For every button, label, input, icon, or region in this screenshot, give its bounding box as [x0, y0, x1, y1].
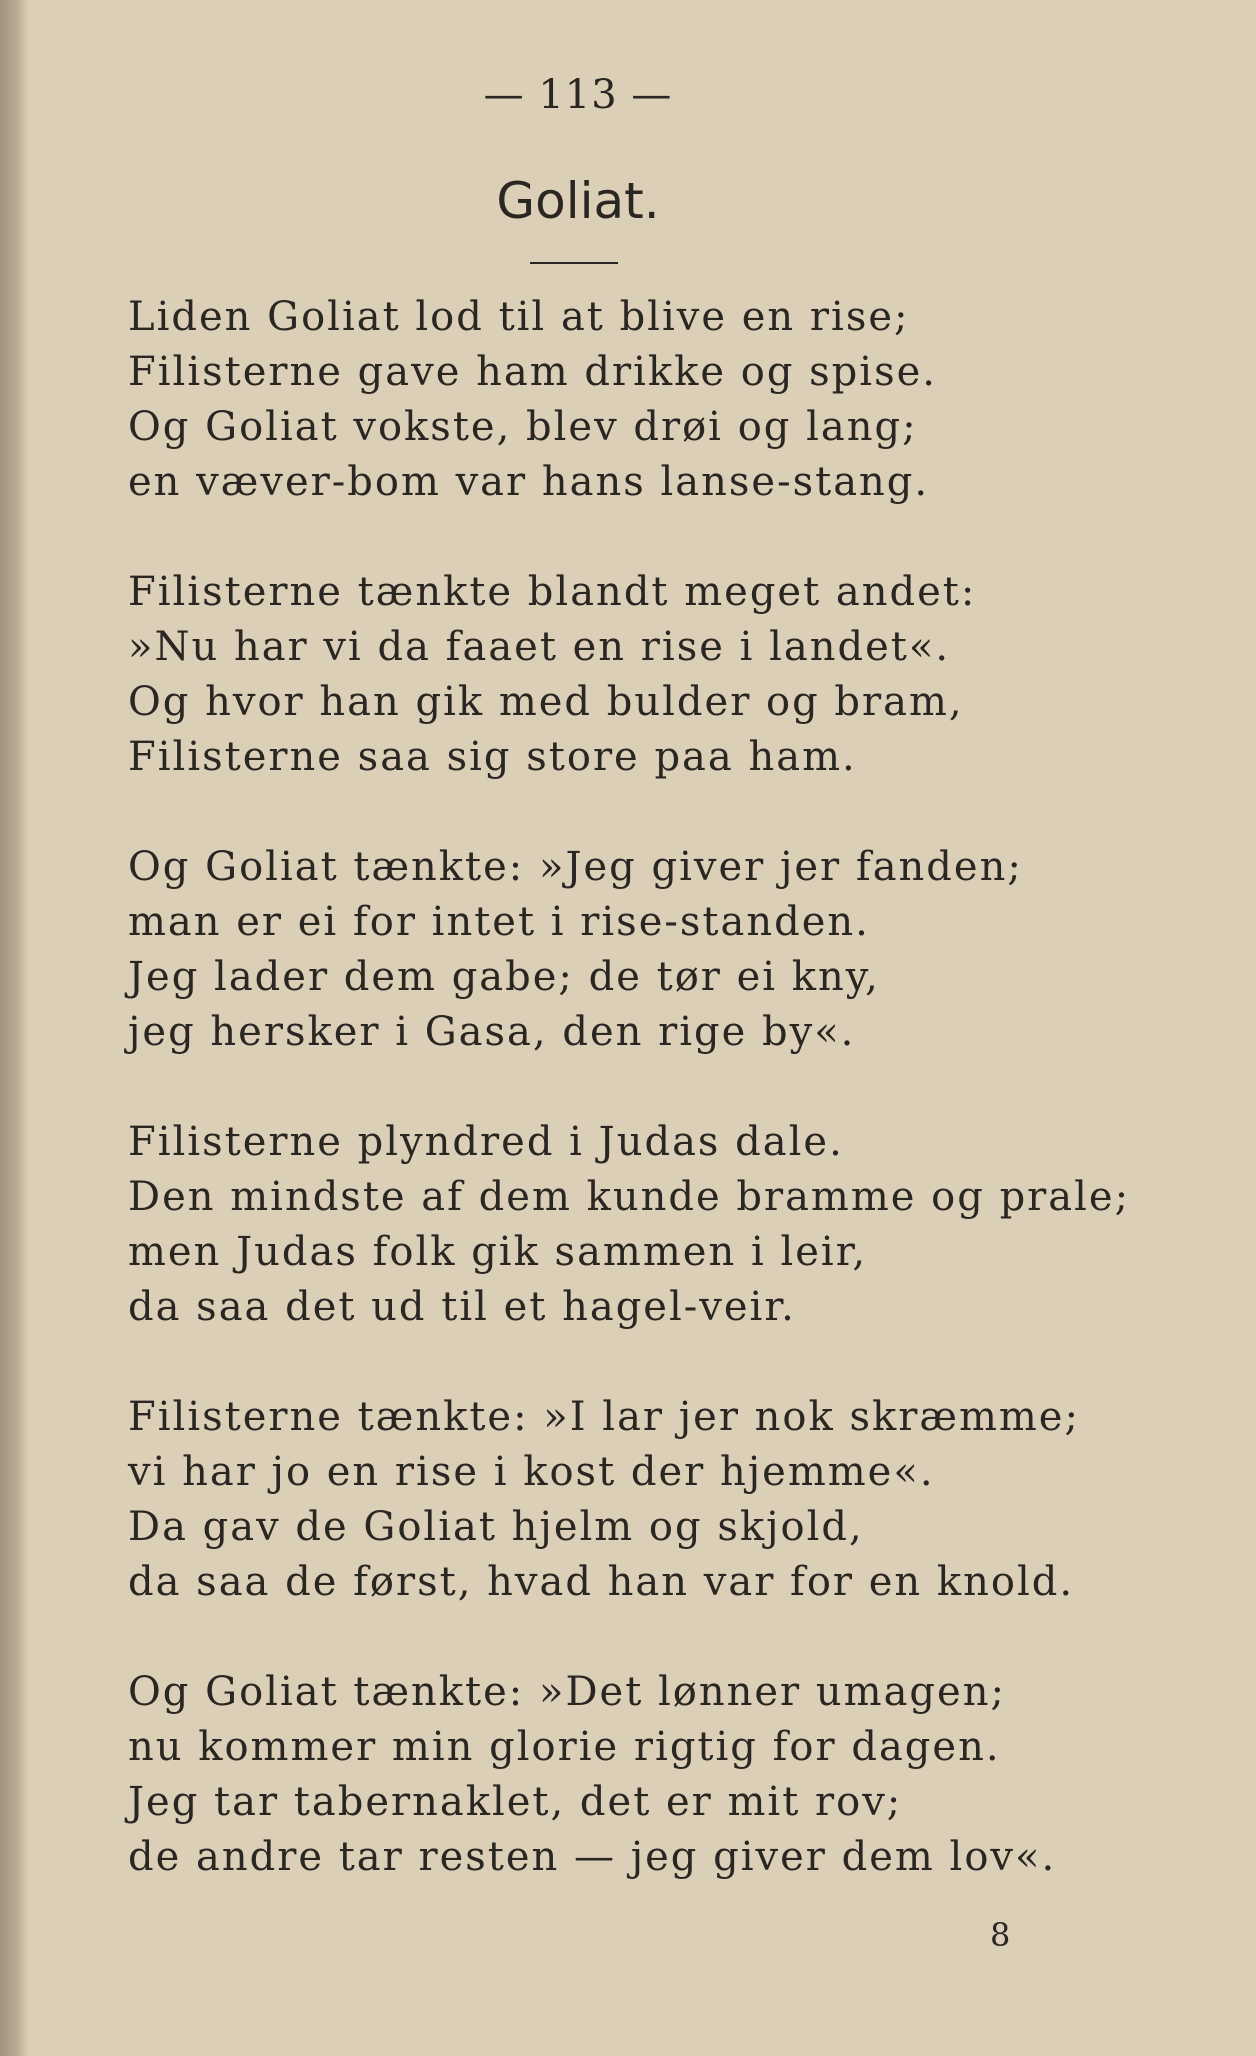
- verse-line: Filisterne saa sig store paa ham.: [128, 734, 857, 780]
- verse-line: Og Goliat tænkte: »Det lønner umagen;: [128, 1669, 1006, 1715]
- verse-line: man er ei for intet i rise-standen.: [128, 899, 870, 945]
- verse-line: Da gav de Goliat hjelm og skjold,: [128, 1504, 864, 1550]
- book-spine-shadow: [0, 0, 28, 2056]
- stanza-1: [128, 290, 1148, 510]
- verse-line: Filisterne plyndred i Judas dale.: [128, 1119, 844, 1165]
- verse-line: Jeg tar tabernaklet, det er mit rov;: [128, 1779, 903, 1825]
- verse-line: da saa de først, hvad han var for en knold.: [128, 1559, 1075, 1605]
- stanza-6: [128, 1665, 1148, 1885]
- poem-title: Goliat.: [496, 172, 660, 230]
- stanza-3: [128, 840, 1148, 1060]
- stanza-4: [128, 1115, 1148, 1335]
- verse-line: nu kommer min glorie rigtig for dagen.: [128, 1724, 1001, 1770]
- verse-line: da saa det ud til et hagel-veir.: [128, 1284, 796, 1330]
- verse-line: Liden Goliat lod til at blive en rise;: [128, 294, 910, 340]
- page-number: — 113 —: [483, 72, 673, 118]
- verse-line: Jeg lader dem gabe; de tør ei kny,: [128, 954, 880, 1000]
- verse-line: Filisterne tænkte: »I lar jer nok skræmme;: [128, 1394, 1080, 1440]
- verse-line: Filisterne gave ham drikke og spise.: [128, 349, 937, 395]
- verse-line: Filisterne tænkte blandt meget andet:: [128, 569, 977, 615]
- verse-line: vi har jo en rise i kost der hjemme«.: [128, 1449, 935, 1495]
- verse-line: jeg hersker i Gasa, den rige by«.: [128, 1009, 856, 1055]
- verse-line: Og hvor han gik med bulder og bram,: [128, 679, 964, 725]
- verse-line: Den mindste af dem kunde bramme og prale;: [128, 1174, 1131, 1220]
- verse-line: Og Goliat tænkte: »Jeg giver jer fanden;: [128, 844, 1023, 890]
- verse-line: en væver-bom var hans lanse-stang.: [128, 459, 930, 505]
- title-divider: [530, 262, 618, 264]
- verse-line: de andre tar resten — jeg giver dem lov«.: [128, 1834, 1057, 1880]
- poem-body: [128, 290, 1148, 1940]
- stanza-2: [128, 565, 1148, 785]
- verse-line: Og Goliat vokste, blev drøi og lang;: [128, 404, 918, 450]
- stanza-5: [128, 1390, 1148, 1610]
- printer-signature-mark: 8: [990, 1916, 1011, 1954]
- verse-line: men Judas folk gik sammen i leir,: [128, 1229, 868, 1275]
- verse-line: »Nu har vi da faaet en rise i landet«.: [128, 624, 951, 670]
